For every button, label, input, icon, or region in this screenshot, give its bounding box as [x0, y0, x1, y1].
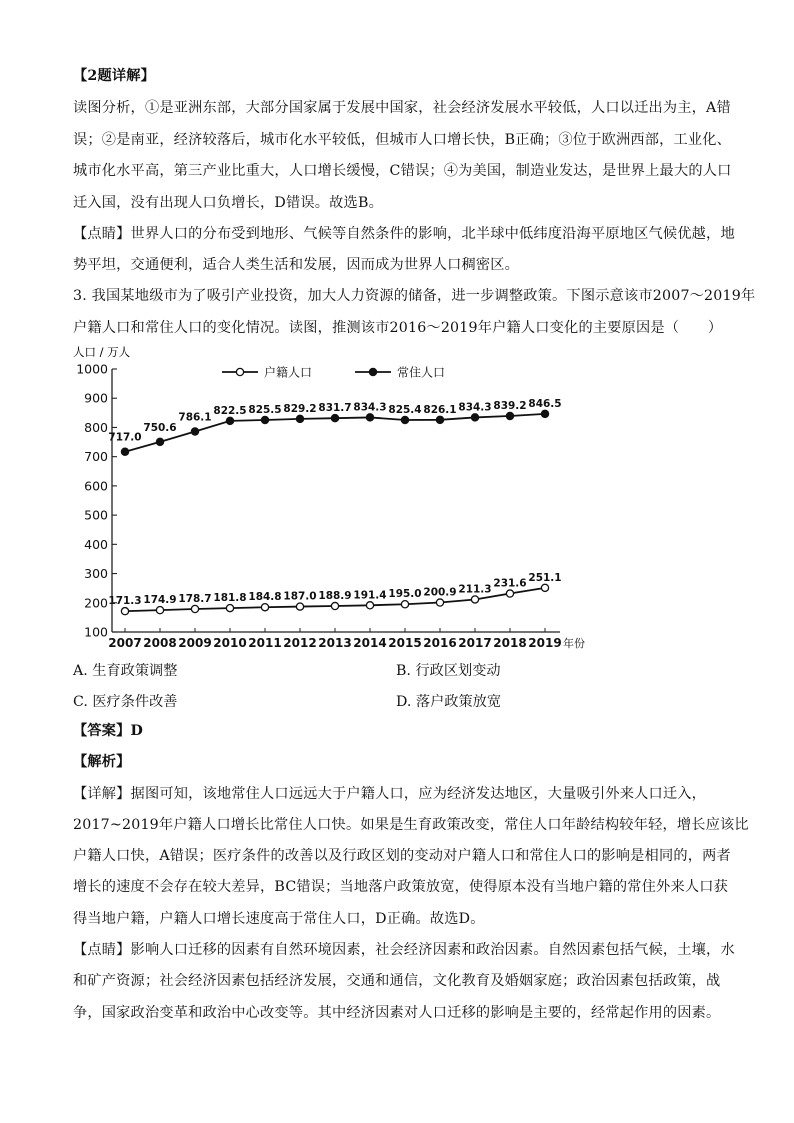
data-point — [156, 438, 163, 445]
option-a: A. 生育政策调整 — [73, 663, 178, 679]
legend-label: 常住人口 — [397, 365, 446, 380]
data-label: 184.8 — [248, 591, 282, 604]
legend-label: 户籍人口 — [264, 365, 313, 380]
x-tick-label: 2011 — [248, 636, 282, 650]
data-point — [436, 416, 443, 423]
data-label: 195.0 — [388, 588, 422, 601]
data-label: 834.3 — [353, 401, 387, 414]
data-label: 187.0 — [283, 590, 317, 603]
data-label: 825.4 — [388, 404, 422, 417]
data-label: 839.2 — [493, 399, 527, 412]
q3-tip-line: 争，国家政治变革和政治中心改变等。其中经济因素对人口迁移的影响是主要的，经常起作用的因素。 — [73, 1005, 721, 1021]
q3-detail-line: 2017~2019年户籍人口增长比常住人口快。如果是生育政策改变，常住人口年龄结构较年轻，增长应该比 — [73, 817, 749, 833]
data-point — [191, 605, 198, 612]
data-point — [226, 417, 233, 424]
q3-analysis-heading: 【解析】 — [73, 754, 131, 770]
data-label: 188.9 — [318, 590, 352, 603]
data-point — [261, 604, 268, 611]
data-point — [366, 414, 373, 421]
option-b: B. 行政区划变动 — [396, 663, 501, 679]
data-label: 231.6 — [493, 577, 527, 590]
q2-tip-line: 【点睛】世界人口的分布受到地形、气候等自然条件的影响，北半球中低纬度沿海平原地区气候优越，地 — [73, 226, 735, 242]
data-point — [471, 414, 478, 421]
chart-legend — [222, 365, 445, 380]
q2-detail-line: 城市化水平高，第三产业比重大，人口增长缓慢，C错误；④为美国，制造业发达，是世界上最大的人口 — [73, 163, 732, 179]
data-point — [296, 415, 303, 422]
option-c: C. 医疗条件改善 — [73, 694, 178, 710]
data-label: 786.1 — [178, 411, 212, 424]
x-axis-label: 年份 — [563, 637, 585, 650]
data-label: 825.5 — [248, 403, 282, 416]
data-point — [471, 596, 478, 603]
y-tick-label: 600 — [84, 478, 108, 494]
y-tick-label: 300 — [84, 566, 108, 582]
data-point — [506, 412, 513, 419]
q3-detail-line: 户籍人口快，A错误；医疗条件的改善以及行政区划的变动对户籍人口和常住人口的影响是相同的，两者 — [73, 848, 731, 864]
data-point — [541, 584, 548, 591]
q2-detail-line: 误；②是南亚，经济较落后，城市化水平较低，但城市人口增长快，B正确；③位于欧洲西部，工业化、 — [73, 132, 732, 148]
y-tick-label: 700 — [84, 449, 108, 465]
data-point — [121, 448, 128, 455]
q3-stem-line: 3. 我国某地级市为了吸引产业投资，加大人力资源的储备，进一步调整政策。下图示意该市2007～2019年 — [73, 288, 756, 304]
q2-detail-heading: 【2题详解】 — [73, 68, 156, 84]
data-point — [331, 415, 338, 422]
q3-detail-line: 增长的速度不会存在较大差异，BC错误；当地落户政策放宽，使得原本没有当地户籍的常住外来人口获 — [73, 879, 728, 895]
data-label: 191.4 — [353, 589, 387, 602]
x-tick-label: 2019 — [528, 636, 562, 650]
data-point — [366, 602, 373, 609]
data-label: 846.5 — [528, 397, 562, 410]
x-tick-label: 2012 — [283, 636, 317, 650]
data-point — [191, 428, 198, 435]
x-tick-label: 2009 — [178, 636, 212, 650]
data-label: 750.6 — [143, 421, 177, 434]
q2-detail-line: 读图分析，①是亚洲东部，大部分国家属于发展中国家，社会经济发展水平较低，人口以迁出为主，A错 — [73, 100, 731, 116]
data-point — [331, 602, 338, 609]
q3-tip-line: 和矿产资源；社会经济因素包括经济发展，交通和通信，文化教育及婚姻家庭；政治因素包括政策，战 — [73, 973, 721, 989]
y-tick-label: 800 — [84, 419, 108, 435]
q3-detail-line: 【详解】据图可知，该地常住人口远远大于户籍人口，应为经济发达地区，大量吸引外来人口迁入， — [73, 786, 707, 802]
population-line-chart — [70, 344, 590, 650]
x-tick-label: 2018 — [493, 636, 527, 650]
x-tick-label: 2016 — [423, 636, 457, 650]
data-point — [296, 603, 303, 610]
data-point — [401, 416, 408, 423]
data-label: 178.7 — [178, 593, 212, 606]
data-point — [121, 608, 128, 615]
x-tick-label: 2017 — [458, 636, 492, 650]
y-tick-label: 200 — [84, 595, 108, 611]
data-label: 211.3 — [458, 583, 492, 596]
option-d: D. 落户政策放宽 — [396, 694, 502, 710]
x-tick-label: 2010 — [213, 636, 247, 650]
x-tick-label: 2014 — [353, 636, 387, 650]
data-label: 831.7 — [318, 402, 352, 415]
data-label: 181.8 — [213, 592, 247, 605]
q2-tip-line: 势平坦，交通便利，适合人类生活和发展，因而成为世界人口稠密区。 — [73, 257, 520, 273]
data-label: 717.0 — [108, 431, 142, 444]
q2-detail-line: 迁入国，没有出现人口负增长，D错误。故选B。 — [73, 195, 383, 211]
data-point — [261, 416, 268, 423]
y-tick-label: 400 — [84, 536, 108, 552]
y-tick-label: 100 — [84, 624, 108, 640]
x-tick-label: 2015 — [388, 636, 422, 650]
data-label: 251.1 — [528, 571, 562, 584]
data-point — [541, 410, 548, 417]
q3-tip-line: 【点睛】影响人口迁移的因素有自然环境因素，社会经济因素和政治因素。自然因素包括气候，土壤，水 — [73, 942, 735, 958]
data-label: 200.9 — [423, 586, 457, 599]
y-tick-label: 500 — [84, 507, 108, 523]
chart-series — [108, 398, 561, 615]
data-label: 174.9 — [143, 594, 177, 607]
y-tick-label: 900 — [84, 390, 108, 406]
data-label: 171.3 — [108, 595, 142, 608]
q3-stem-line: 户籍人口和常住人口的变化情况。读图，推测该市2016～2019年户籍人口变化的主要原因是（ ） — [73, 320, 723, 336]
x-tick-label: 2013 — [318, 636, 352, 650]
data-point — [401, 601, 408, 608]
y-tick-label: 1000 — [76, 361, 108, 377]
q3-detail-line: 得当地户籍，户籍人口增长速度高于常住人口，D正确。故选D。 — [73, 911, 485, 927]
data-point — [156, 607, 163, 614]
legend-marker — [236, 368, 243, 375]
q3-answer: 【答案】D — [73, 723, 144, 739]
data-label: 829.2 — [283, 402, 317, 415]
data-label: 826.1 — [423, 403, 457, 416]
data-label: 822.5 — [213, 404, 247, 417]
y-axis-label: 人口 / 万人 — [73, 345, 131, 359]
data-point — [226, 604, 233, 611]
data-point — [436, 599, 443, 606]
data-point — [506, 590, 513, 597]
x-tick-label: 2007 — [108, 636, 142, 650]
legend-marker — [369, 368, 376, 375]
x-tick-label: 2008 — [143, 636, 177, 650]
data-label: 834.3 — [458, 401, 492, 414]
